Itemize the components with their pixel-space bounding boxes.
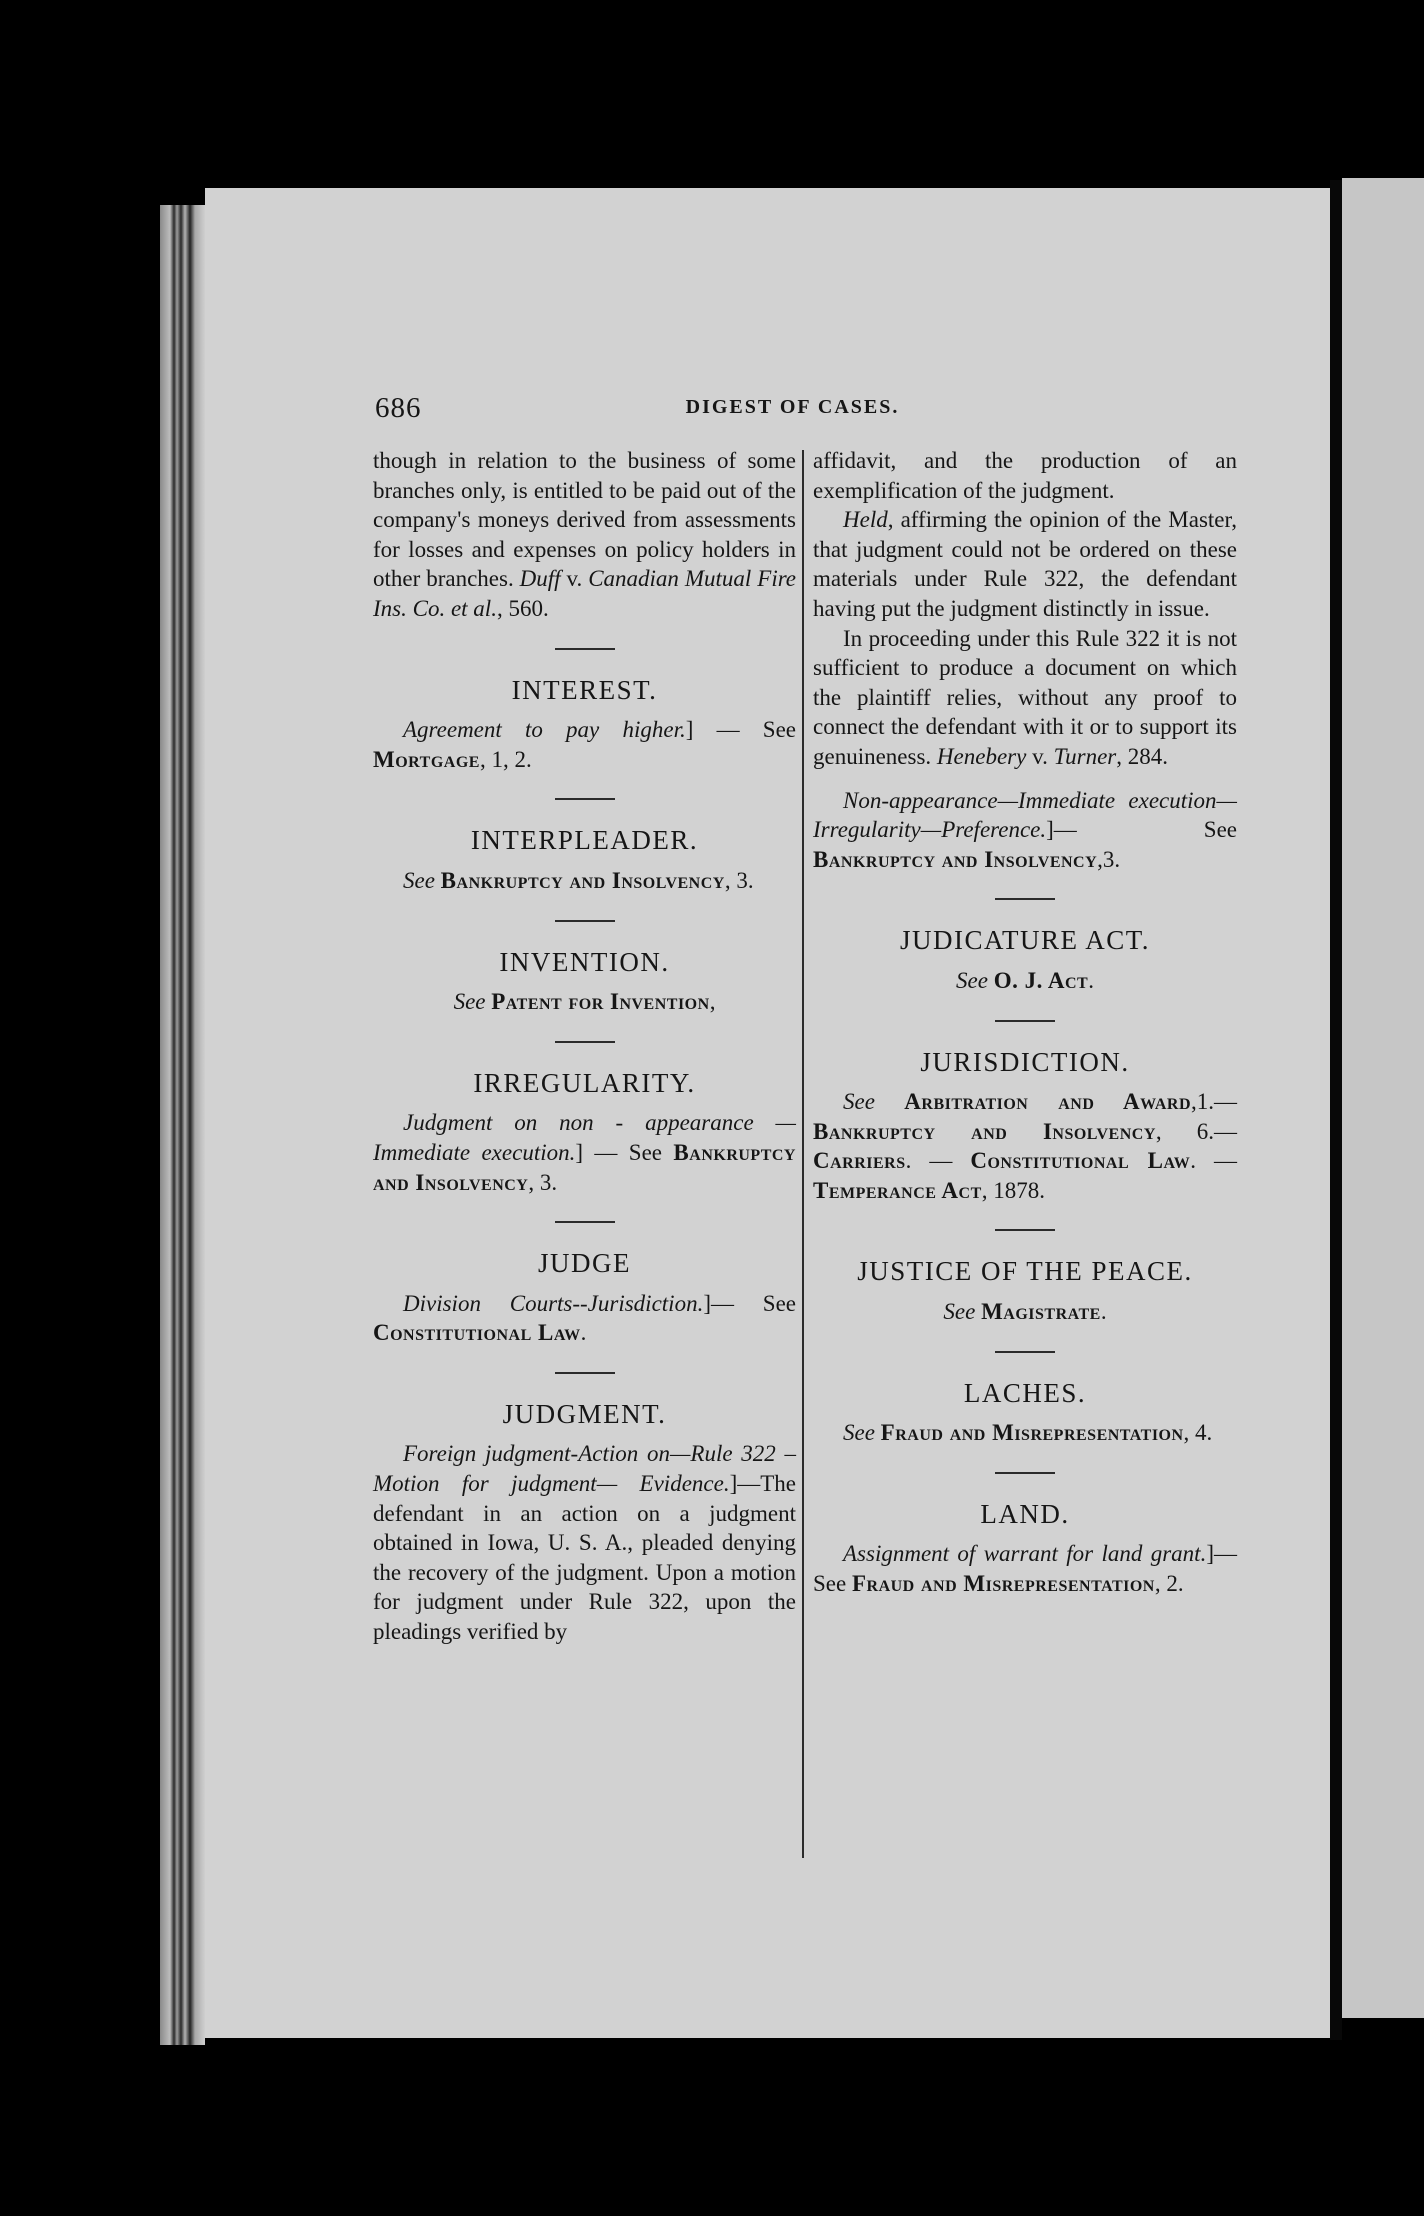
proceeding-paragraph: In proceeding under this Rule 322 it is not sufficient to produce a document on which the plaintiff relies, without any proof to connect the defendant with it or to support its genuineness. Henebery v. Turner, 284.	[813, 625, 1237, 769]
entry-judge: Division Courts--Jurisdiction.]— See Constitutional Law.	[373, 1290, 796, 1346]
cross-reference: Bankruptcy and Insolvency	[813, 846, 1098, 872]
entry-judicature-act: See O. J. Act.	[956, 967, 1094, 993]
heading-invention: INVENTION.	[499, 946, 670, 977]
book-gutter	[1330, 180, 1342, 2040]
page-header	[375, 392, 1210, 432]
cross-reference: Temperance Act	[813, 1177, 982, 1203]
cross-reference: Patent for Invention	[491, 989, 710, 1015]
cross-reference: Fraud and Misrepresentation	[880, 1420, 1184, 1446]
right-column	[813, 446, 1237, 1599]
page-content	[205, 188, 1330, 2038]
cross-reference: Magistrate	[981, 1299, 1101, 1325]
entry-laches: See Fraud and Misrepresentation, 4.	[843, 1420, 1213, 1446]
section-divider	[995, 1351, 1055, 1353]
heading-land: LAND.	[980, 1498, 1070, 1529]
cross-reference: Carriers	[813, 1148, 906, 1174]
intro-paragraph: though in relation to the business of some branches only, is entitled to be paid out of the company's moneys derived from assessments for losses and expenses on policy holders in other branches. Duff v. Canadian Mutual Fire Ins. Co. et al., 560.	[373, 448, 797, 621]
section-divider	[555, 798, 615, 800]
entry-justice-of-the-peace: See Magistrate.	[943, 1299, 1107, 1325]
heading-justice-of-the-peace: JUSTICE OF THE PEACE.	[857, 1256, 1193, 1287]
entry-land: Assignment of warrant for land grant.]—See Fraud and Misrepresentation, 2.	[813, 1541, 1237, 1597]
entry-judgment: Foreign judgment-Action on—Rule 322 – Motion for judgment— Evidence.]—The defendant in an action on a judgment obtained in Iowa, U. S. A., pleaded denying the recovery of the judgment. Upon a motion for judgment under Rule 322, upon the pleadings verified by	[373, 1441, 796, 1645]
case-name: Duff	[519, 566, 561, 592]
facing-page-edge	[1342, 178, 1424, 2018]
entry-non-appearance: Non-appearance—Immediate execution—Irregularity—Preference.]— See Bankruptcy and Insolvency,3.	[813, 787, 1237, 872]
heading-interpleader: INTERPLEADER.	[470, 825, 699, 856]
section-divider	[555, 1221, 615, 1223]
heading-judge: JUDGE	[538, 1248, 631, 1279]
section-divider	[995, 898, 1055, 900]
case-name: Turner	[1053, 743, 1117, 769]
section-divider	[555, 1372, 615, 1374]
heading-irregularity: IRREGULARITY.	[473, 1067, 696, 1098]
section-divider	[555, 1041, 615, 1043]
page-number: 686	[375, 392, 422, 424]
section-divider	[555, 920, 615, 922]
continued-paragraph: affidavit, and the production of an exemplification of the judgment.	[813, 448, 1237, 503]
heading-jurisdiction: JURISDICTION.	[920, 1046, 1130, 1077]
case-name: Canadian Mutual Fire Ins. Co. et al.	[373, 566, 797, 621]
column-rule	[802, 450, 804, 1858]
heading-judicature-act: JUDICATURE ACT.	[899, 925, 1150, 956]
entry-interpleader: See Bankruptcy and Insolvency, 3.	[403, 867, 754, 893]
section-divider	[995, 1020, 1055, 1022]
section-divider	[995, 1229, 1055, 1231]
entry-invention: See Patent for Invention,	[453, 989, 716, 1015]
entry-jurisdiction: See Arbitration and Award,1.— Bankruptcy and Insolvency, 6.— Carriers. — Constitutional Law. —Temperance Act, 1878.	[813, 1089, 1237, 1203]
heading-interest: INTEREST.	[511, 674, 658, 705]
cross-reference: Arbitration and Award	[904, 1089, 1191, 1115]
cross-reference: Fraud and Misrepresentation	[851, 1571, 1155, 1597]
left-column	[373, 446, 796, 1647]
book-page-edges	[160, 205, 205, 2045]
section-divider	[555, 648, 615, 650]
entry-irregularity: Judgment on non - appearance — Immediate execution.] — See Bankruptcy and Insolvency, 3.	[373, 1110, 796, 1195]
cross-reference: Bankruptcy and Insolvency	[813, 1118, 1156, 1144]
cross-reference: Mortgage	[373, 746, 480, 772]
cross-reference: Constitutional Law	[373, 1320, 581, 1346]
running-title: DIGEST OF CASES.	[685, 396, 900, 418]
cross-reference: Constitutional Law	[970, 1148, 1191, 1174]
heading-laches: LACHES.	[963, 1377, 1087, 1408]
cross-reference: O. J. Act	[993, 967, 1089, 993]
cross-reference: Bankruptcy and Insolvency	[373, 1139, 796, 1195]
cross-reference: Bankruptcy and Insolvency	[440, 867, 725, 893]
section-divider	[995, 1472, 1055, 1474]
entry-interest: Agreement to pay higher.] — See Mortgage, 1, 2.	[373, 717, 797, 772]
heading-judgment: JUDGMENT.	[502, 1398, 667, 1429]
held-paragraph: Held, affirming the opinion of the Master, that judgment could not be ordered on these materials under Rule 322, the defendant having put the judgment distinctly in issue.	[813, 507, 1237, 621]
case-name: Henebery	[936, 743, 1027, 769]
